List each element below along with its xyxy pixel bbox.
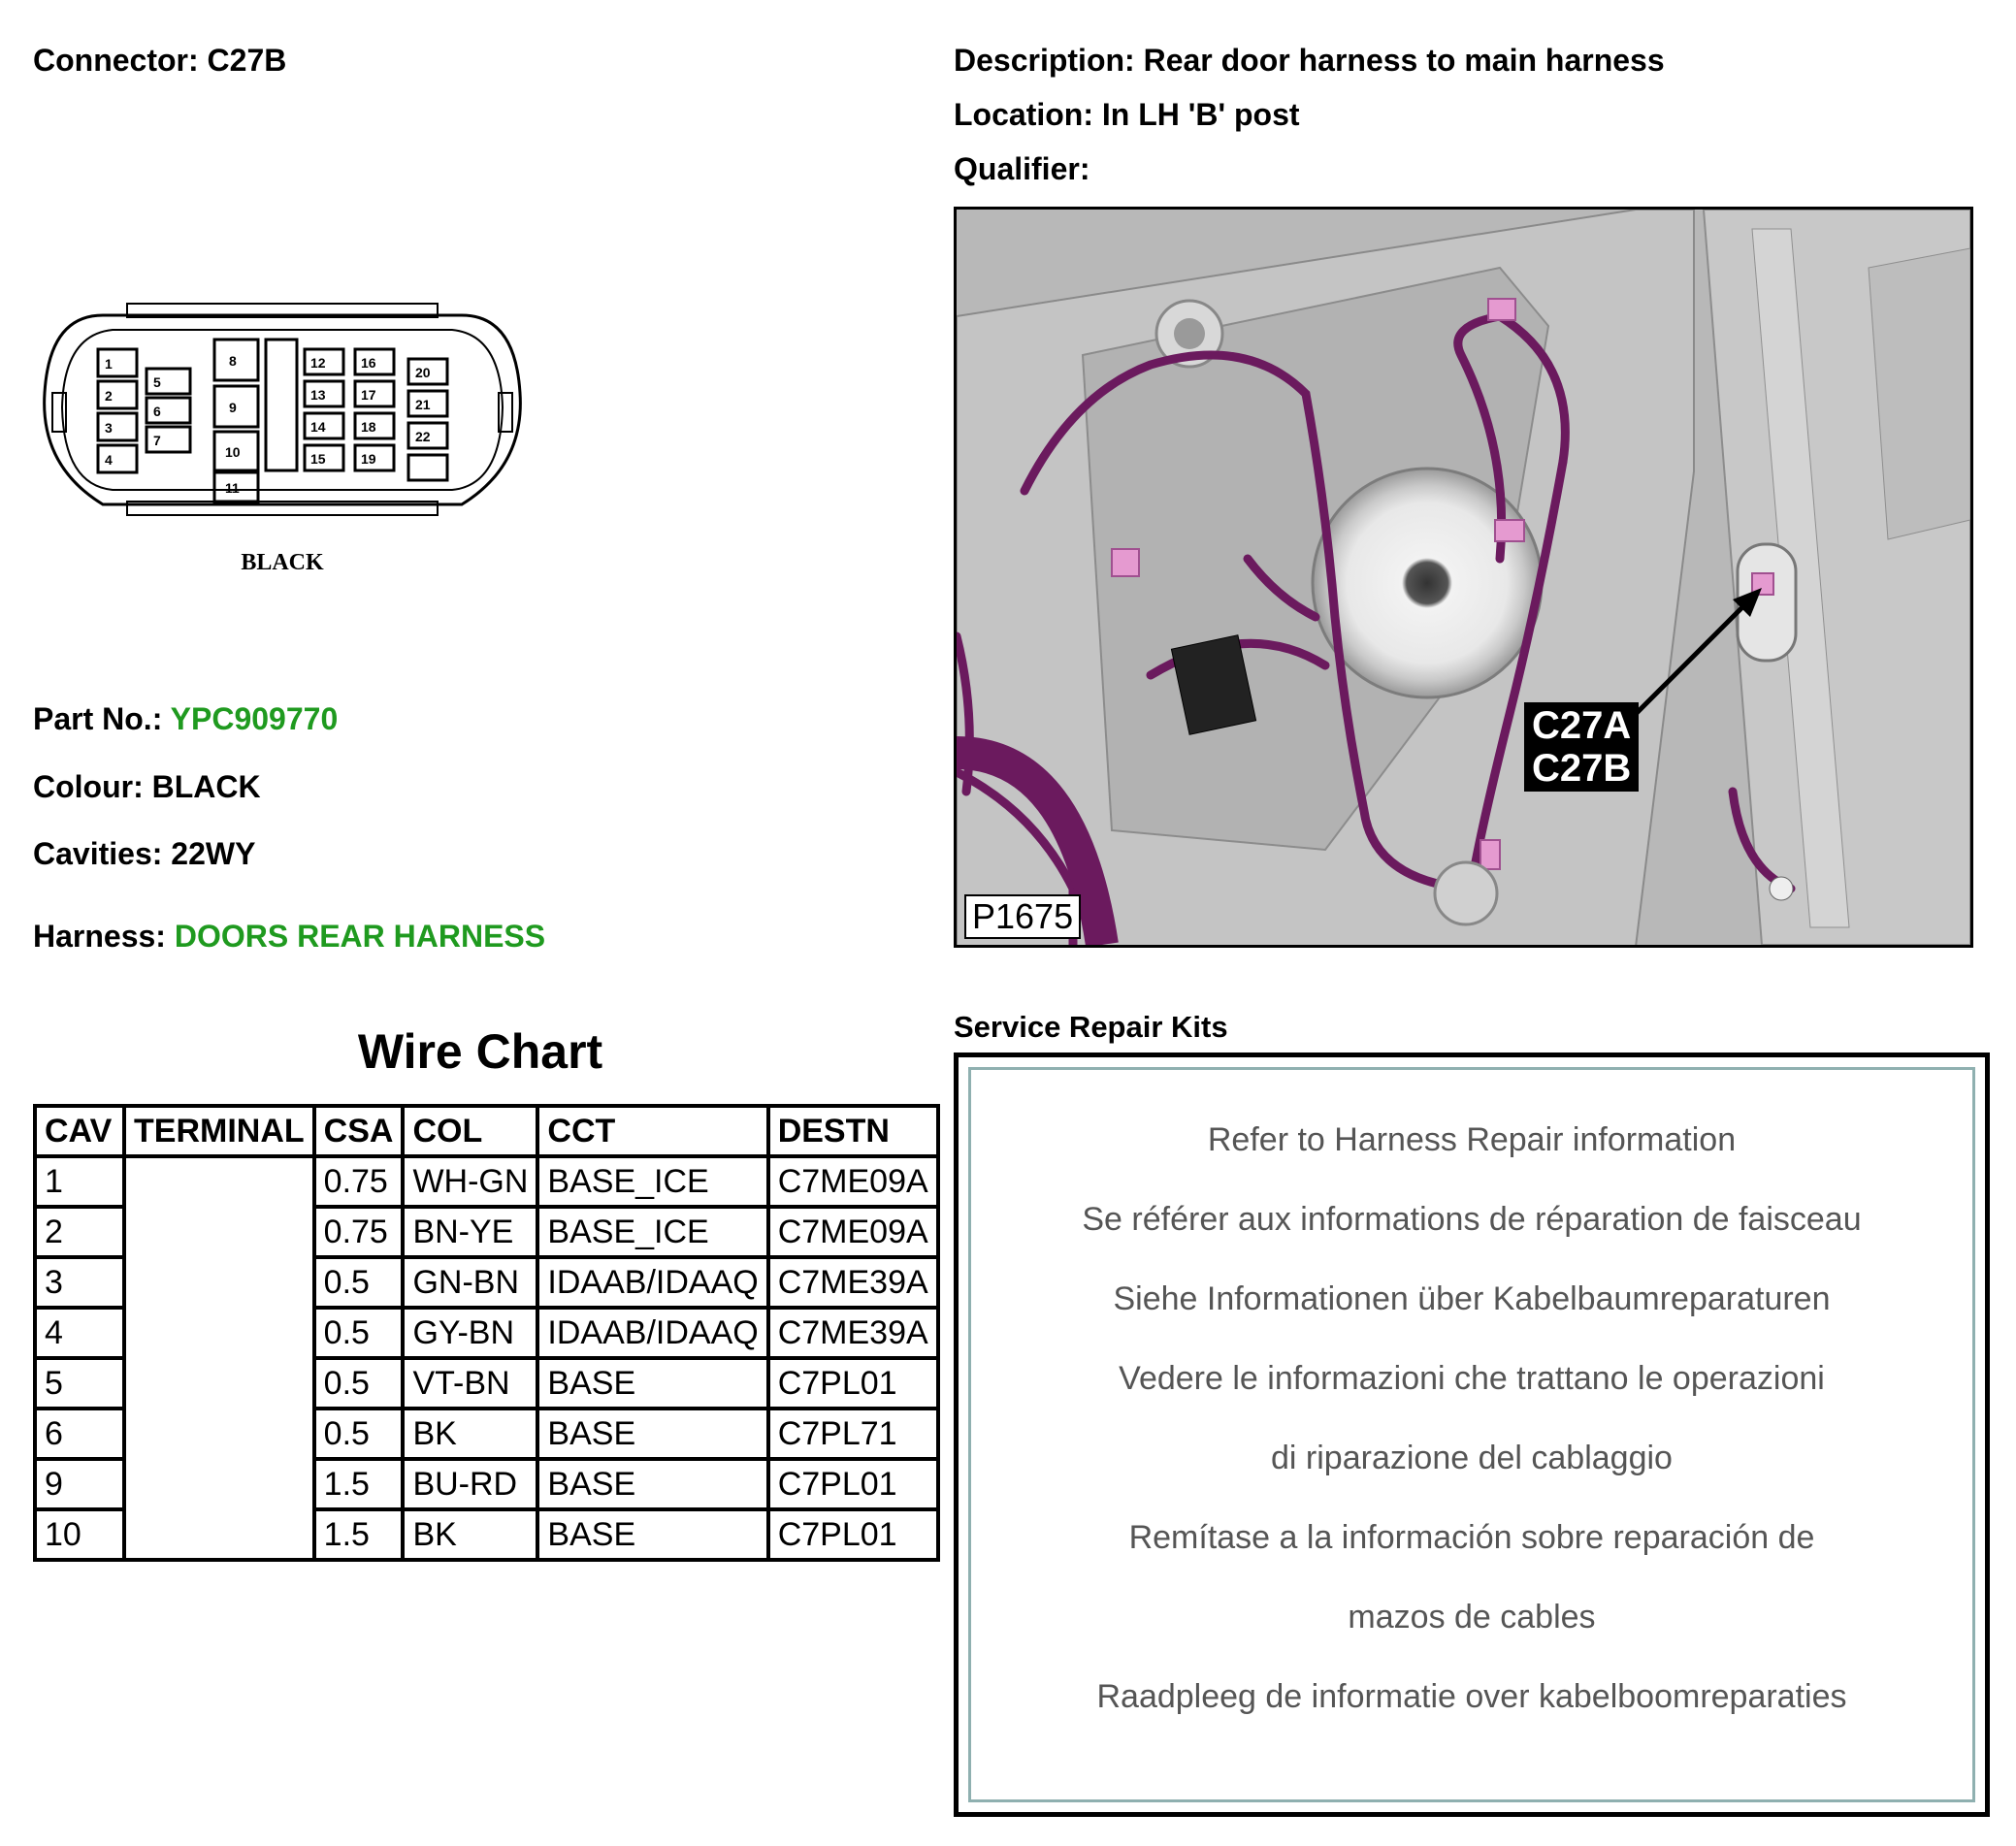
- cell-terminal: [124, 1257, 314, 1308]
- wire-chart-title: Wire Chart: [357, 1024, 603, 1079]
- column-header-cct: CCT: [537, 1106, 767, 1156]
- description-label: Description:: [954, 43, 1135, 78]
- cell-col: BK: [403, 1509, 537, 1560]
- kit-info-line: di riparazione del cablaggio: [1271, 1440, 1673, 1476]
- column-header-terminal: TERMINAL: [124, 1106, 314, 1156]
- cell-terminal: [124, 1358, 314, 1409]
- colour-label: Colour:: [33, 769, 144, 804]
- colour-field: [33, 769, 261, 805]
- pin-label: 1: [105, 356, 113, 372]
- table-row: [35, 1509, 938, 1560]
- cell-cav: 6: [35, 1409, 124, 1459]
- door-panel-illustration: [957, 210, 1970, 945]
- service-repair-kits-inner: [968, 1067, 1975, 1802]
- connector-value: C27B: [207, 43, 287, 78]
- pin-label: 2: [105, 388, 113, 404]
- cell-destn: C7ME39A: [768, 1308, 938, 1358]
- cavities-field: [33, 836, 255, 872]
- cell-terminal: [124, 1509, 314, 1560]
- cavities-value: 22WY: [171, 836, 256, 871]
- connector-field: [33, 43, 286, 79]
- cell-cav: 1: [35, 1156, 124, 1207]
- column-header-cav: CAV: [35, 1106, 124, 1156]
- figure-id-label: P1675: [964, 894, 1081, 939]
- pin-label: 8: [229, 353, 237, 369]
- harness-field: [33, 919, 545, 955]
- cell-cct: IDAAB/IDAAQ: [537, 1308, 767, 1358]
- cell-cct: BASE: [537, 1358, 767, 1409]
- cell-cav: 4: [35, 1308, 124, 1358]
- description-field: [954, 43, 1665, 79]
- pin-label: 11: [225, 480, 240, 496]
- table-row: [35, 1358, 938, 1409]
- cell-csa: 0.5: [314, 1308, 404, 1358]
- pin-label: 16: [361, 355, 376, 371]
- column-header-destn: DESTN: [768, 1106, 938, 1156]
- pin-label: 7: [153, 433, 161, 448]
- connector-colour-label: BLACK: [241, 550, 324, 575]
- cell-col: VT-BN: [403, 1358, 537, 1409]
- cell-csa: 0.5: [314, 1358, 404, 1409]
- part-no-field: [33, 701, 338, 737]
- cell-cav: 10: [35, 1509, 124, 1560]
- pin-label: 14: [310, 419, 326, 435]
- kit-info-line: Vedere le informazioni che trattano le operazioni: [1119, 1360, 1825, 1397]
- cell-col: BN-YE: [403, 1207, 537, 1257]
- location-label: Location:: [954, 97, 1093, 132]
- cell-terminal: [124, 1156, 314, 1207]
- location-field: [954, 97, 1300, 133]
- service-repair-kits-box: [954, 1053, 1990, 1817]
- pin-label: 15: [310, 451, 326, 467]
- kit-info-line: Raadpleeg de informatie over kabelboomreparaties: [1096, 1678, 1847, 1715]
- cell-col: WH-GN: [403, 1156, 537, 1207]
- harness-link[interactable]: DOORS REAR HARNESS: [174, 919, 546, 954]
- wire-chart-table: [33, 1104, 940, 1562]
- pin-label: 6: [153, 404, 161, 419]
- cell-terminal: [124, 1459, 314, 1509]
- connector-label: Connector:: [33, 43, 199, 78]
- cell-destn: C7PL01: [768, 1358, 938, 1409]
- table-row: [35, 1207, 938, 1257]
- connector-callout: [1524, 702, 1639, 792]
- cell-cct: BASE_ICE: [537, 1207, 767, 1257]
- cell-destn: C7PL01: [768, 1459, 938, 1509]
- kit-info-line: Se référer aux informations de réparation de faisceau: [1082, 1201, 1862, 1238]
- cell-csa: 0.75: [314, 1207, 404, 1257]
- pin-label: 17: [361, 387, 376, 403]
- location-value: In LH 'B' post: [1101, 97, 1300, 132]
- callout-line: C27B: [1532, 747, 1632, 790]
- cell-cav: 5: [35, 1358, 124, 1409]
- pin-label: 21: [415, 397, 431, 412]
- cell-destn: C7ME09A: [768, 1156, 938, 1207]
- table-row: [35, 1156, 938, 1207]
- cell-csa: 1.5: [314, 1459, 404, 1509]
- cell-cct: BASE: [537, 1509, 767, 1560]
- pin-label: 20: [415, 365, 431, 380]
- cell-col: GN-BN: [403, 1257, 537, 1308]
- kit-info-line: Siehe Informationen über Kabelbaumreparaturen: [1113, 1280, 1831, 1317]
- connector-face-diagram: [35, 296, 530, 577]
- pin-label: 10: [225, 444, 241, 460]
- cell-cct: IDAAB/IDAAQ: [537, 1257, 767, 1308]
- kit-info-line: mazos de cables: [1348, 1599, 1596, 1635]
- cavities-label: Cavities:: [33, 836, 163, 871]
- pin-label: 5: [153, 374, 161, 390]
- cell-col: BK: [403, 1409, 537, 1459]
- pin-label: 4: [105, 452, 113, 468]
- cell-terminal: [124, 1308, 314, 1358]
- cell-cct: BASE: [537, 1459, 767, 1509]
- column-header-csa: CSA: [314, 1106, 404, 1156]
- table-header-row: [35, 1106, 938, 1156]
- cell-cav: 9: [35, 1459, 124, 1509]
- cell-cav: 2: [35, 1207, 124, 1257]
- table-row: [35, 1409, 938, 1459]
- kit-info-line: Remítase a la información sobre reparación de: [1128, 1519, 1815, 1556]
- cell-cav: 3: [35, 1257, 124, 1308]
- cell-col: BU-RD: [403, 1459, 537, 1509]
- pin-label: 3: [105, 420, 113, 436]
- connector-location-photo: [954, 207, 1973, 948]
- colour-value: BLACK: [151, 769, 261, 804]
- cell-csa: 0.5: [314, 1257, 404, 1308]
- cell-destn: C7ME09A: [768, 1207, 938, 1257]
- part-no-label: Part No.:: [33, 701, 163, 736]
- qualifier-label: Qualifier:: [954, 151, 1090, 186]
- table-row: [35, 1257, 938, 1308]
- cell-destn: C7ME39A: [768, 1257, 938, 1308]
- pin-label: 12: [310, 355, 326, 371]
- column-header-col: COL: [403, 1106, 537, 1156]
- pin-label: 13: [310, 387, 326, 403]
- pin-label: 19: [361, 451, 376, 467]
- cell-destn: C7PL01: [768, 1509, 938, 1560]
- kit-info-line: Refer to Harness Repair information: [1207, 1121, 1737, 1158]
- harness-label: Harness:: [33, 919, 166, 954]
- pin-label: 18: [361, 419, 376, 435]
- cell-csa: 0.75: [314, 1156, 404, 1207]
- cell-terminal: [124, 1207, 314, 1257]
- cell-csa: 1.5: [314, 1509, 404, 1560]
- cell-terminal: [124, 1409, 314, 1459]
- table-row: [35, 1308, 938, 1358]
- cell-cct: BASE_ICE: [537, 1156, 767, 1207]
- part-no-link[interactable]: YPC909770: [170, 701, 339, 736]
- cell-destn: C7PL71: [768, 1409, 938, 1459]
- cell-cct: BASE: [537, 1409, 767, 1459]
- cell-csa: 0.5: [314, 1409, 404, 1459]
- pin-label: 9: [229, 400, 237, 415]
- pin-label: 22: [415, 429, 431, 444]
- description-value: Rear door harness to main harness: [1143, 43, 1665, 78]
- callout-line: C27A: [1532, 704, 1632, 747]
- cell-col: GY-BN: [403, 1308, 537, 1358]
- table-row: [35, 1459, 938, 1509]
- service-repair-kits-title: Service Repair Kits: [954, 1010, 1228, 1044]
- qualifier-field: [954, 151, 1089, 187]
